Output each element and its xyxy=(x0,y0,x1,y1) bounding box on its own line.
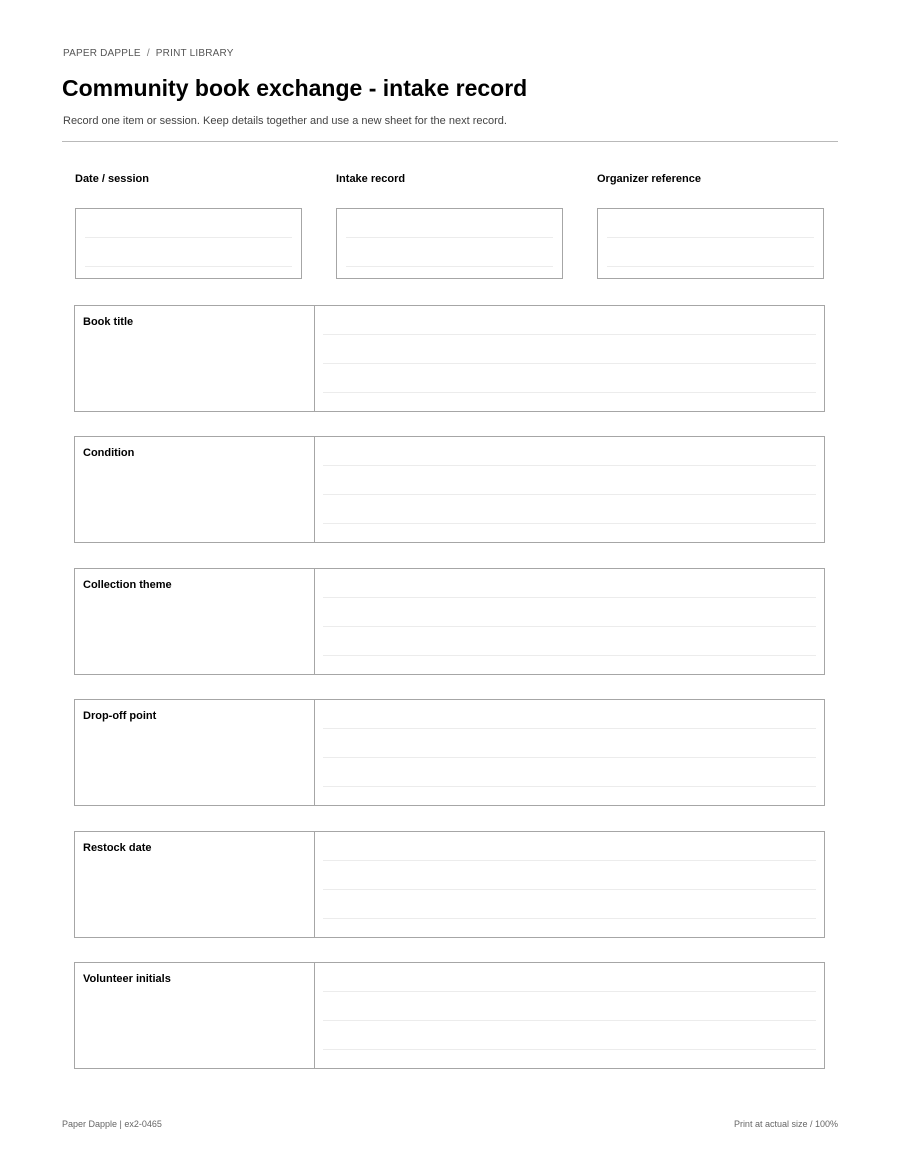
writing-line xyxy=(323,991,816,992)
writing-line xyxy=(323,786,816,787)
row-label-cell xyxy=(75,963,315,1068)
writing-line xyxy=(85,266,292,267)
writing-line xyxy=(346,266,553,267)
writing-line xyxy=(323,1049,816,1050)
breadcrumb-separator: / xyxy=(146,48,150,59)
row-label-cell xyxy=(75,832,315,937)
writing-line xyxy=(323,655,816,656)
breadcrumb xyxy=(63,48,234,59)
breadcrumb-item-library[interactable]: PRINT LIBRARY xyxy=(155,48,234,59)
form-row-book-title xyxy=(74,305,825,412)
intake-record-label: Intake record xyxy=(336,173,406,185)
restock-date-field[interactable] xyxy=(315,832,824,937)
drop-off-point-field[interactable] xyxy=(315,700,824,805)
row-label-cell xyxy=(75,569,315,674)
writing-line xyxy=(323,1020,816,1021)
volunteer-initials-field[interactable] xyxy=(315,963,824,1068)
row-label: Collection theme xyxy=(83,579,172,591)
writing-line xyxy=(323,860,816,861)
date-session-label: Date / session xyxy=(75,173,149,185)
row-label: Book title xyxy=(83,316,134,328)
writing-line xyxy=(607,266,814,267)
organizer-reference-field[interactable] xyxy=(597,208,824,279)
form-row-drop-off-point xyxy=(74,699,825,806)
writing-line xyxy=(323,465,816,466)
writing-line xyxy=(323,363,816,364)
form-row-volunteer-initials xyxy=(74,962,825,1069)
row-label: Volunteer initials xyxy=(83,973,171,985)
writing-line xyxy=(323,334,816,335)
row-label: Drop-off point xyxy=(83,710,157,722)
footer-print-note: Print at actual size / 100% xyxy=(733,1119,838,1129)
date-session-field[interactable] xyxy=(75,208,302,279)
organizer-reference-label: Organizer reference xyxy=(597,173,701,185)
form-row-restock-date xyxy=(74,831,825,938)
page-subtitle: Record one item or session. Keep details together and use a new sheet for the next record. xyxy=(63,115,507,127)
row-label-cell xyxy=(75,306,315,411)
writing-line xyxy=(323,626,816,627)
row-label-cell xyxy=(75,700,315,805)
writing-line xyxy=(323,494,816,495)
form-row-condition xyxy=(74,436,825,543)
intake-record-field[interactable] xyxy=(336,208,563,279)
form-row-collection-theme xyxy=(74,568,825,675)
breadcrumb-item-brand[interactable]: PAPER DAPPLE xyxy=(63,48,141,59)
writing-line xyxy=(346,237,553,238)
writing-line xyxy=(323,757,816,758)
writing-line xyxy=(323,728,816,729)
writing-line xyxy=(607,237,814,238)
writing-line xyxy=(323,523,816,524)
writing-line xyxy=(323,889,816,890)
collection-theme-field[interactable] xyxy=(315,569,824,674)
writing-line xyxy=(323,597,816,598)
row-label: Restock date xyxy=(83,842,152,854)
footer-document-id: Paper Dapple | ex2-0465 xyxy=(62,1119,162,1129)
writing-line xyxy=(85,237,292,238)
book-title-field[interactable] xyxy=(315,306,824,411)
page-title: Community book exchange - intake record xyxy=(62,75,528,101)
header-divider xyxy=(62,141,838,142)
writing-line xyxy=(323,392,816,393)
row-label: Condition xyxy=(83,447,135,459)
condition-field[interactable] xyxy=(315,437,824,542)
writing-line xyxy=(323,918,816,919)
row-label-cell xyxy=(75,437,315,542)
